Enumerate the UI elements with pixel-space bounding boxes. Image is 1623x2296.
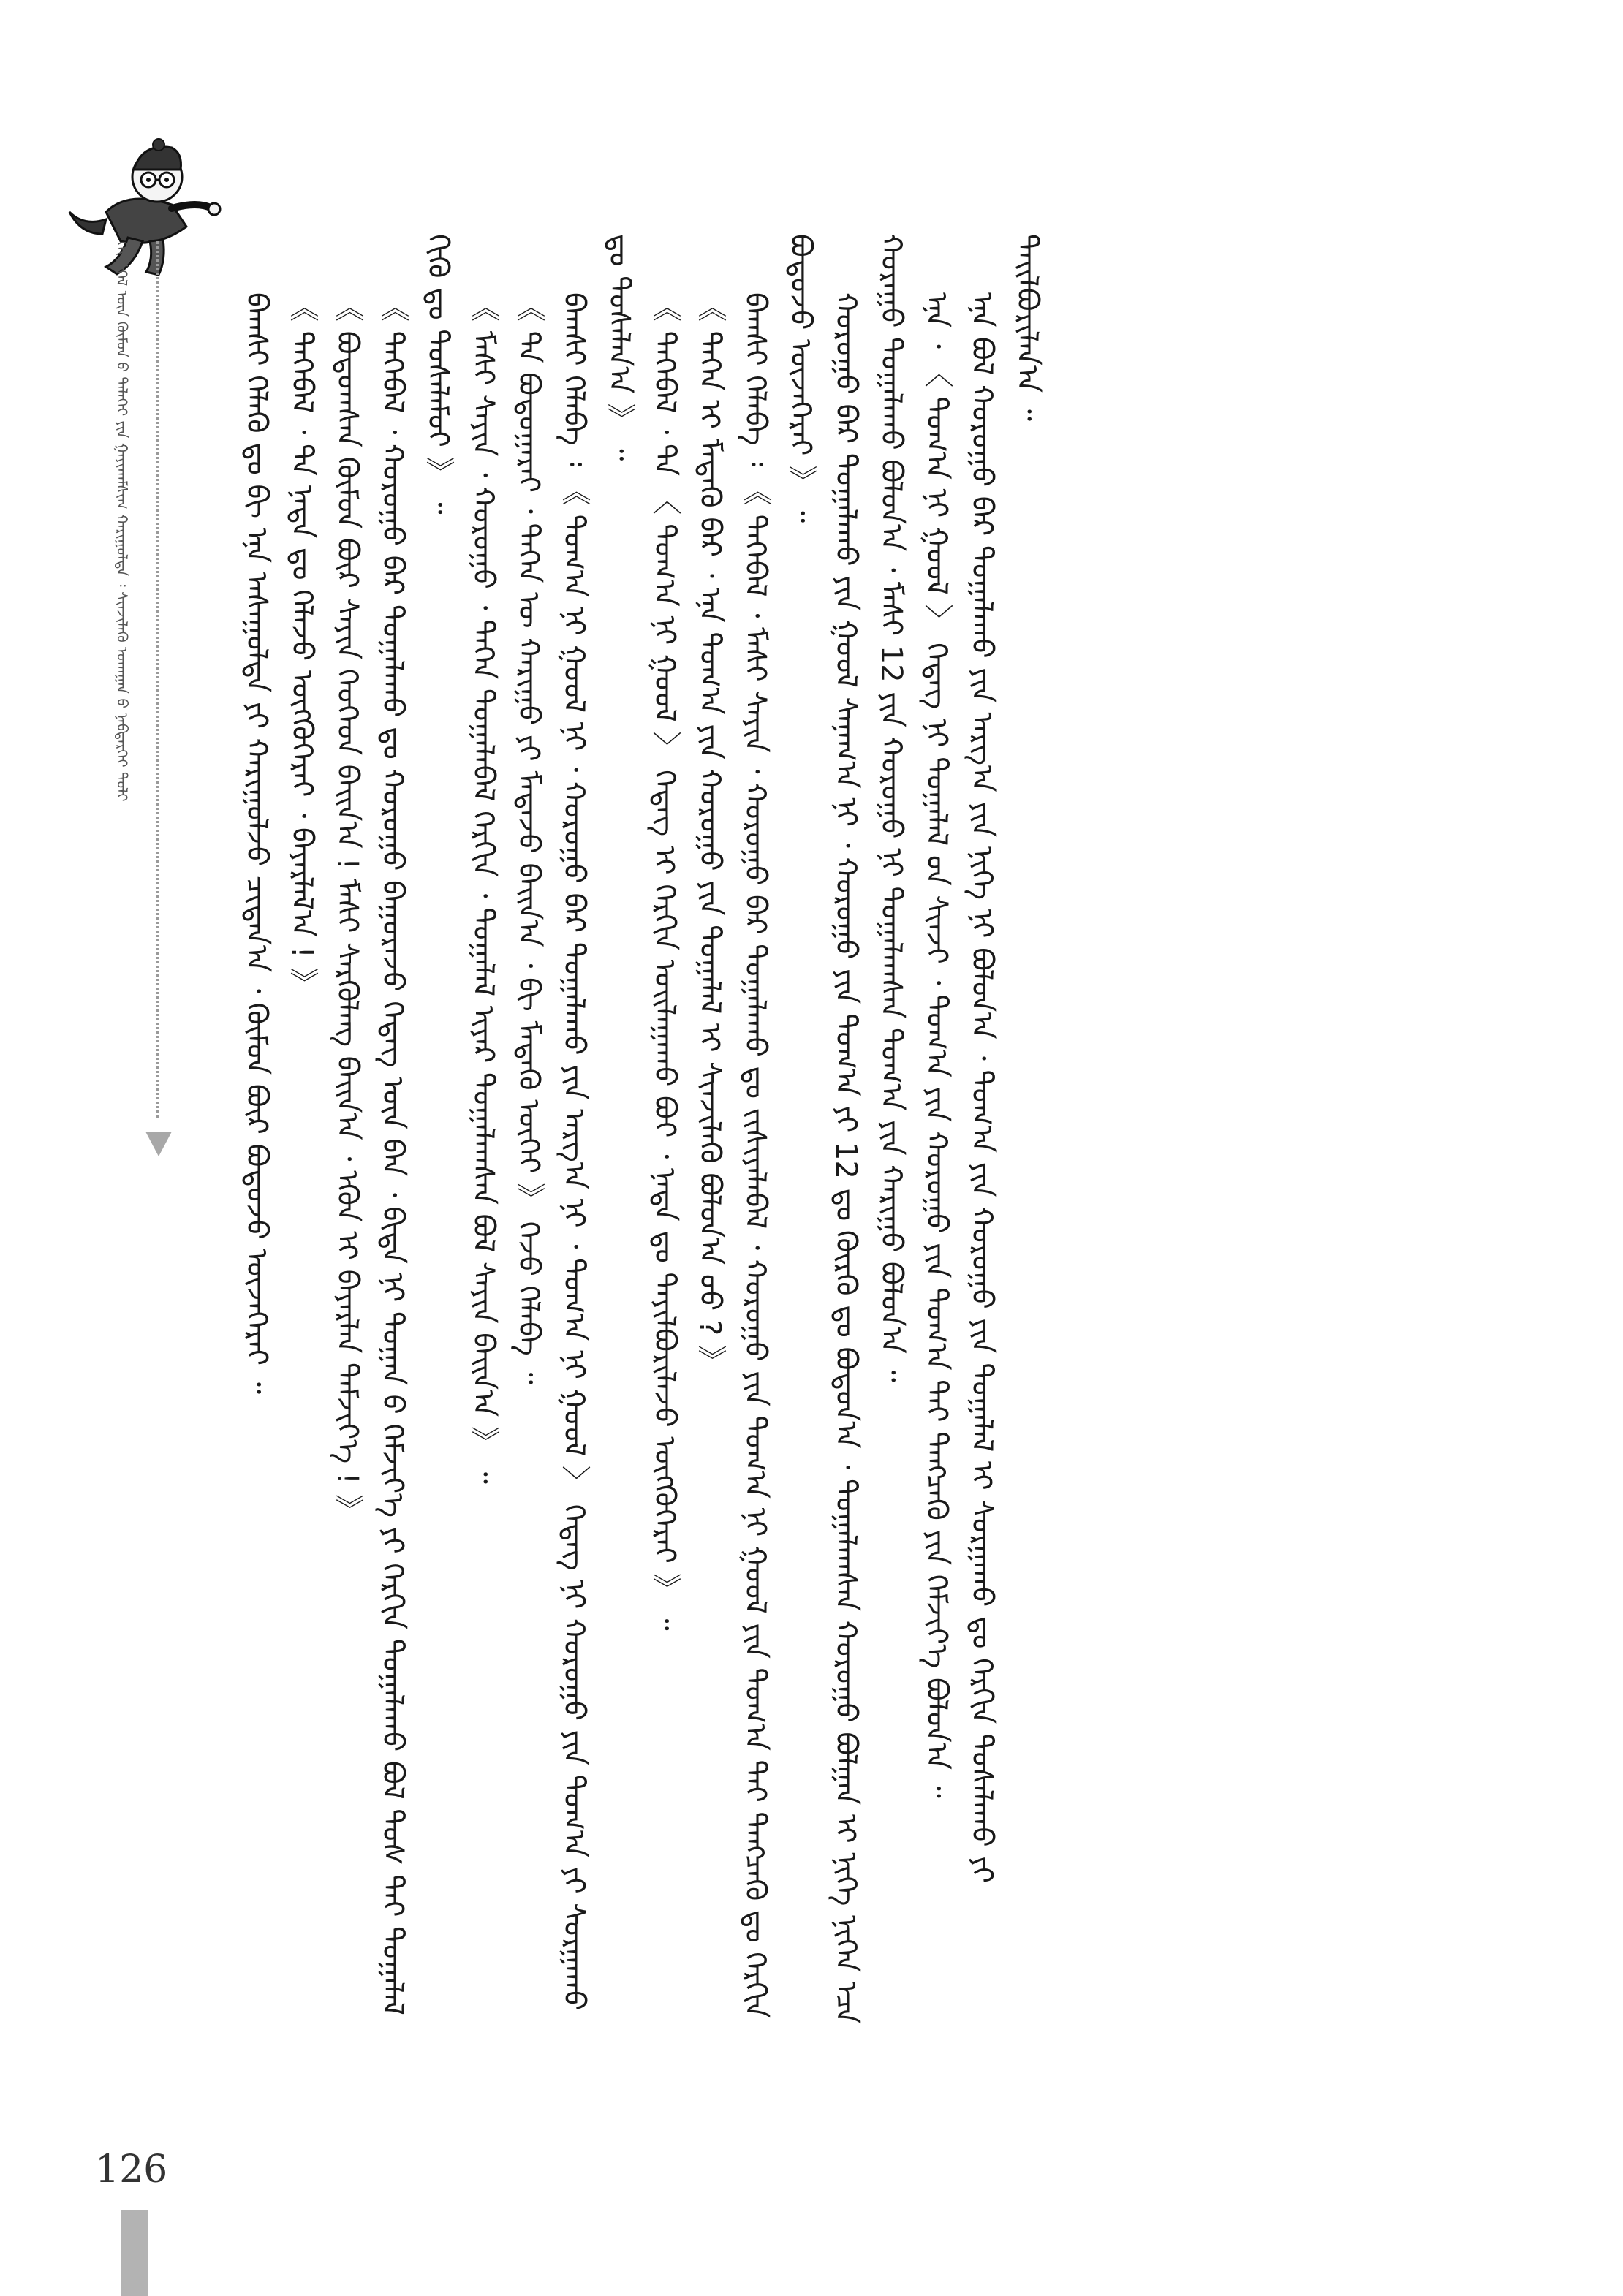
body-text [234, 234, 1469, 2047]
paragraph: ᠡᠨᠡ ᠪᠣᠯ ᠬᠤᠷᠤᠭᠤ ᠪᠡᠷ ᠲᠣᠭᠠᠯᠠᠬᠤ ᠶᠢᠨ ᠠᠷᠭ᠎ᠠ ᠶᠢᠨ ᠨᠢᠭᠡ ᠨᠢ ᠪᠣᠯᠤᠨ᠎ᠠ ᠂ ᠲᠣᠭ᠎ᠠ ᠶᠢᠨ ᠬᠤᠷᠤᠭᠤ ᠶᠢᠨ ᠲᠣᠭᠠᠯᠠᠯ ᠢ ᠰᠤᠷᠭᠠᠬᠤ ᠳᠤ ᠬᠡᠷᠬᠢᠨ ᠲᠤᠰᠠᠯᠠᠬᠤ ᠶᠢ ᠲᠠᠢᠯᠪᠤᠷᠢᠯᠠᠨ᠎ᠠ ᠃ [965, 234, 1044, 1884]
paragraph: 《 ᠮᠠᠰᠢ ᠰᠠᠶᠢᠨ ᠂ ᠬᠤᠷᠤᠭᠤ ᠂ ᠲᠡᠭᠡᠨ ᠲᠣᠭᠠᠯᠠᠪᠠᠯ ᠬᠡᠷᠬᠢᠨ ᠂ ᠲᠣᠭᠠᠯᠠᠯ ᠢᠶᠡᠷ ᠲᠣᠭᠠᠯᠠᠭᠰᠠᠨ ᠪᠣᠯ ᠰᠠᠶᠢᠨ ᠪᠠᠢᠨ᠎ᠠ 》 ᠃ [466, 292, 500, 1484]
paragraph: ᠬᠤᠷᠤᠭᠤ ᠪᠡᠷ ᠲᠣᠭᠠᠯᠠᠬᠤ ᠶᠢᠨ ᠭᠣᠣᠯ ᠰᠠᠨᠠᠭ᠎ᠠ ᠨᠢ ᠂ ᠬᠤᠷᠤᠭᠤ ᠶᠢᠨ ᠲᠣᠭ᠎ᠠ ᠶᠢ 12 ᠳᠤ ᠬᠦᠷᠬᠦ ᠳᠤ ᠪᠣᠳᠣᠨ᠎ᠠ ᠂ ᠲᠣᠭᠠᠯᠠᠭᠰᠠᠨ ᠬᠤᠷᠤᠭᠤ ᠪᠣᠯᠭᠠᠨ ᠢ ᠨᠢᠭᠡ ᠨᠢᠭᠡᠨ ᠡᠴᠡ ᠬᠤᠷᠠᠭᠤ ᠲᠣᠭᠠᠯᠠᠬᠤ ᠪᠣᠯᠤᠨ᠎ᠠ ᠂ ᠮᠠᠰᠢ 12 ᠶᠢᠨ ᠬᠤᠷᠤᠭᠤ ᠨᠢ ᠲᠣᠭᠠᠯᠠᠭᠰᠠᠨ ᠲᠣᠭ᠎ᠠ ᠶᠢᠨ ᠬᠠᠷᠢᠭᠤ ᠪᠣᠯᠤᠨ᠎ᠠ ᠃ [829, 234, 908, 2024]
page-edge-tab [121, 2210, 148, 2296]
running-header: ᠬᠡᠶ᠋ᠢᠰᠬᠡᠯ ᠦᠨ ᠬᠦᠮᠦᠨ ᠤ᠋ ᠳᠡᠯᠡᠬᠡᠢ ᠶᠢᠨ ᠭᠠᠶᠢᠬᠠᠮᠰᠢᠭ ᠬᠠᠷᠢᠭᠤᠯᠲᠠ ᠄ ᠰᠢᠨᠵᠢᠯᠡᠬᠦ ᠤᠬᠠᠭᠠᠨ ᠤ᠋ ᠨᠡᠪᠲᠡᠷᠬᠡᠢ ᠲᠣᠯᠢ [113, 241, 131, 802]
paragraph: 《 ᠪᠣᠳᠣᠭᠰᠠᠨ ᠬᠦᠮᠦᠨ ᠪᠦᠷ ᠰᠠᠶᠢᠨ ᠬᠡᠦᠬᠡᠳ ᠪᠠᠢᠨ᠎ᠠ ! ᠮᠠᠰᠢ ᠰᠡᠷᠭᠦᠯᠡᠩ ᠪᠠᠢᠨ᠎ᠠ ᠂ ᠡᠭᠦᠨ ᠢ ᠪᠠᠶᠠᠷᠯᠠᠨ ᠳᠡᠮᠵᠢᠶ᠎ᠡ ! 》 [330, 292, 364, 1523]
paragraph: 《 ᠲᠡᠭᠡᠪᠡᠯ ᠂ ᠲᠠ ᠨᠠᠳᠠ ᠳᠤ ᠬᠡᠯᠡᠵᠦ ᠥᠭᠭᠦᠭᠡᠷᠡᠢ ᠂ ᠪᠠᠶᠠᠷᠯᠠᠯ᠎ᠠ ! 》 [285, 292, 319, 997]
paragraph: ᠪᠠᠭᠰᠢ ᠬᠡᠯᠡᠪᠡ ᠄ 《 ᠲᠣᠭ᠎ᠠ ᠨᠢ ᠭᠣᠣᠯ ᠨᠢ ᠂ ᠬᠤᠷᠤᠭᠤ ᠪᠡᠷ ᠲᠣᠭᠠᠯᠠᠬᠤ ᠶᠢᠨ ᠠᠷᠭ᠎ᠠ ᠨᠢ ᠂ ᠲᠣᠭ᠎ᠠ ᠨᠢ ᠭᠣᠣᠯ 〉 ᠭᠡᠳᠡᠭ ᠨᠢ ᠬᠤᠷᠤᠭᠤ ᠶᠢᠨ ᠲᠣᠭ᠎ᠠ ᠶᠢ ᠰᠤᠷᠭᠠᠬᠤ ᠳᠤ ᠲᠤᠰᠠᠯᠠᠨ᠎ᠠ 》 ᠃ [557, 234, 636, 2011]
paragraph: 《 ᠲᠡᠭᠡᠪᠡᠯ ᠂ ᠬᠤᠷᠤᠭᠤ ᠪᠡᠷ ᠲᠣᠭᠠᠯᠠᠬᠤ ᠳᠤ ᠬᠤᠷᠤᠭᠤ ᠪᠠᠭᠤᠷᠠᠵᠤ ᠭᠡᠳᠡᠭ ᠦᠨ ᠪᠠᠨ ᠂ ᠪᠢᠳᠡ ᠨᠢ ᠲᠣᠭᠠᠨ ᠤ᠋ ᠬᠡᠮᠵᠢᠶ᠎ᠡ ᠶᠢ ᠬᠡᠷᠬᠢᠨ ᠲᠣᠭᠠᠯᠠᠬᠤ ᠪᠣᠯ ᠲᠤᠰ ᠲᠠᠢ ᠲᠣᠭᠠᠯᠠᠯ ᠬᠢᠬᠦ ᠳᠤ ᠲᠤᠰᠠᠯᠠᠮᠤᠢ 》 ᠃ [376, 234, 455, 2015]
paragraph: ᠪᠠᠭᠰᠢ ᠬᠡᠯᠡᠬᠦ ᠳᠤ ᠪᠢ ᠡᠨᠡ ᠠᠰᠠᠭᠤᠯᠲᠠ ᠶᠢ ᠬᠠᠷᠢᠭᠤᠯᠵᠤ ᠴᠢᠳᠠᠨ᠎ᠠ ᠂ ᠬᠦᠮᠦᠨ ᠪᠦᠷ ᠪᠣᠳᠣᠵᠤ ᠦᠵᠡᠭᠡᠷᠡᠢ ᠃ [240, 292, 273, 1395]
header-dotted-rule [156, 241, 159, 1118]
paragraph: 《 ᠲᠡᠭᠡᠨ ᠢ ᠮᠡᠳᠡᠬᠦ ᠪᠠᠷ ᠂ ᠡᠨᠡ ᠲᠣᠭ᠎ᠠ ᠶᠢᠨ ᠬᠤᠷᠤᠭᠤ ᠶᠢᠨ ᠲᠣᠭᠠᠯᠠᠯ ᠢ ᠰᠢᠨᠵᠢᠯᠡᠬᠦ ᠪᠣᠯᠤᠨ᠎ᠠ ᠤᠤ ? 》 [693, 292, 727, 1374]
paragraph: ᠪᠠᠭᠰᠢ ᠬᠡᠯᠡᠪᠡ ᠄ 《 ᠲᠡᠭᠡᠪᠡᠯ ᠂ ᠮᠠᠰᠢ ᠰᠠᠶᠢᠨ ᠂ ᠬᠤᠷᠤᠭᠤ ᠪᠡᠷ ᠲᠣᠭᠠᠯᠠᠬᠤ ᠳᠤ ᠵᠢᠱᠢᠶᠡᠯᠡᠪᠡᠯ ᠂ ᠬᠤᠷᠤᠭᠤ ᠶᠢᠨ ᠲᠣᠭ᠎ᠠ ᠨᠢ ᠭᠣᠣᠯ ᠶᠢᠨ ᠲᠣᠭ᠎ᠠ ᠲᠠᠢ ᠲᠡᠩᠴᠡᠬᠦ ᠳᠤ ᠬᠡᠷᠬᠢᠨ ᠪᠣᠳᠣᠵᠤ ᠦᠵᠡᠭᠡᠷᠡᠢ 》 ᠃ [738, 234, 817, 2018]
page-number: 126 [95, 2148, 168, 2191]
triangle-marker-icon [145, 1132, 172, 1156]
paragraph: 《 ᠲᠠ ᠪᠣᠳᠣᠭᠠᠷᠠᠢ ᠂ ᠲᠡᠭᠡᠨ ᠦ ᠬᠠᠷᠢᠭᠤ ᠶᠢ ᠮᠡᠳᠡᠵᠦ ᠪᠠᠢᠨ᠎ᠠ ᠂ ᠪᠢ ᠮᠡᠳᠡᠬᠦ ᠦᠭᠡᠢ 》 ᠭᠡᠵᠦ ᠬᠡᠯᠡᠪᠡ ᠃ [512, 292, 545, 1384]
paragraph: ᠡᠨᠡ ᠂ 〈 ᠲᠣᠭ᠎ᠠ ᠨᠢ ᠭᠣᠣᠯ 〉 ᠭᠡᠳᠡᠭ ᠨᠢ ᠲᠣᠭᠠᠯᠠᠯ ᠤ᠋ᠨ ᠰᠢᠨᠵᠢ ᠂ ᠲᠣᠭ᠎ᠠ ᠶᠢᠨ ᠬᠤᠷᠤᠭᠤ ᠶᠢᠨ ᠲᠣᠭ᠎ᠠ ᠲᠠᠢ ᠲᠡᠩᠴᠡᠬᠦ ᠶᠢᠨ ᠬᠡᠮᠵᠢᠶ᠎ᠡ ᠪᠣᠯᠤᠨ᠎ᠠ ᠃ [920, 292, 953, 1798]
paragraph: 《 ᠲᠡᠭᠡᠪᠡᠯ ᠂ ᠲᠠ 〈 ᠲᠣᠭ᠎ᠠ ᠨᠢ ᠭᠣᠣᠯ 〉 ᠭᠡᠳᠡᠭ ᠢ ᠬᠡᠷᠬᠢᠨ ᠣᠢᠯᠠᠭᠠᠬᠤ ᠪᠤᠢ ᠂ ᠨᠠᠳᠠ ᠳᠤ ᠲᠠᠶᠢᠯᠪᠤᠷᠢᠯᠠᠵᠤ ᠥᠭᠭᠦᠭᠡᠷᠡᠢ 》 ᠃ [648, 292, 681, 1631]
mascot-illustration [62, 132, 230, 278]
